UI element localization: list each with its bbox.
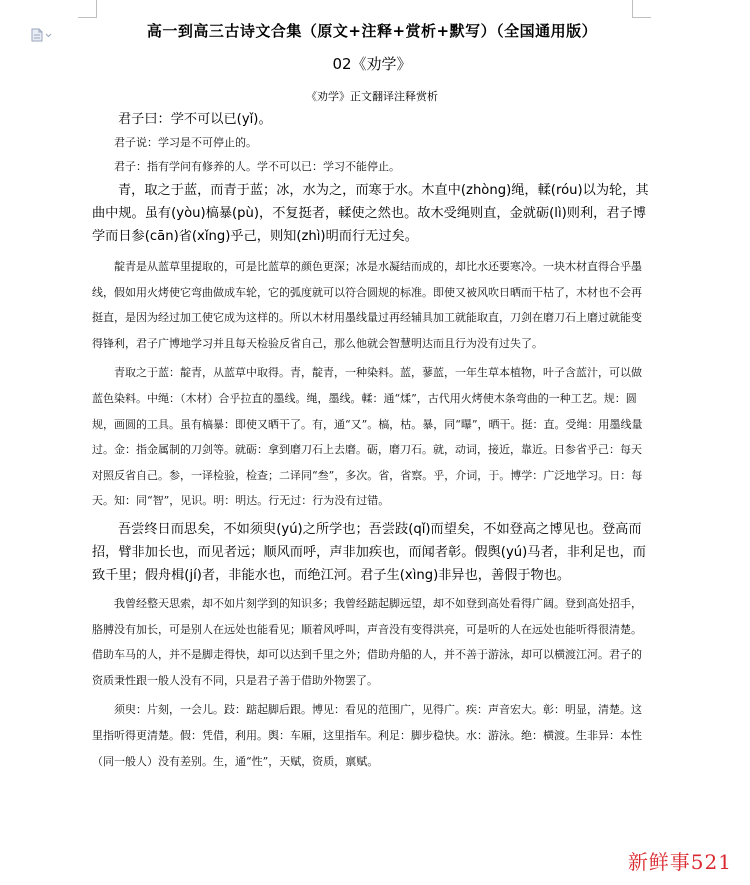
annotation-paragraph: 青取之于蓝：靛青，从蓝草中取得。青，靛青，一种染料。蓝，蓼蓝，一年生草本植物，叶子含蓝汁，可以做蓝色染料。中绳：（木材）合乎拉直的墨线。绳，墨线。輮：通“煣”，古代用火烤使木条弯曲的一种工艺。规：圆规，画圆的工具。虽有槁暴：即使又晒干了。有，通“又”。槁，枯。暴，同“曝”，晒干。挺：直。受绳：用墨线量过。金：指金属制的刀剑等。就砺：拿到磨刀石上去磨。砺，磨刀石。就，动词，接近，靠近。日参省乎己：每天对照反省自己。参，一译检验，检查；二译同“叁”，多次。省，省察。乎，介词，于。博学：广泛地学习。日：每天。知：同“智”，见识。明：明达。行无过：行为没有过错。 [92,366,643,508]
annotation-paragraph: 君子：指有学问有修养的人。学不可以已：学习不能停止。 [114,160,400,173]
section-heading: 《劝学》正文翻译注释赏析 [306,90,438,103]
watermark-text: 新鲜事521 [624,846,736,875]
translation-paragraph: 靛青是从蓝草里提取的，可是比蓝草的颜色更深；冰是水凝结而成的，却比水还要寒冷。一块木材直得合乎墨线，假如用火烤使它弯曲做成车轮，它的弧度就可以符合圆规的标准。即使又被风吹日晒而干枯了，木材也不会再挺直，是因为经过加工使它成为这样的。所以木材用墨线量过再经辅具加工就能取直，刀剑在磨刀石上磨过就能变得锋利，君子广博地学习并且每天检验反省自己，那么他就会智慧明达而且行为没有过失了。 [92,260,642,350]
document-icon[interactable] [30,28,54,42]
translation-paragraph: 我曾经整天思索，却不如片刻学到的知识多；我曾经踮起脚远望，却不如登到高处看得广阔。登到高处招手，胳膊没有加长，可是别人在远处也能看见；顺着风呼叫，声音没有变得洪亮，可是听的人在远处也能听得很清楚。借助车马的人，并不是脚走得快，却可以达到千里之外；借助舟船的人，并不善于游泳，却可以横渡江河。君子的资质秉性跟一般人没有不同，只是君子善于借助外物罢了。 [92,596,642,687]
original-text-paragraph: 青，取之于蓝，而青于蓝；冰，水为之，而寒于水。木直中(zhòng)绳，輮(róu)以为轮，其曲中规。虽有(yòu)槁暴(pù)，不复挺者，輮使之然也。故木受绳则直，金就砺(lì)则利，君子博学而日参(cān)省(xǐng)乎己，则知(zhì)明而行无过矣。 [92,183,649,244]
original-text-paragraph: 吾尝终日而思矣，不如须臾(yú)之所学也；吾尝跂(qǐ)而望矣，不如登高之博见也。登高而招，臂非加长也，而见者远；顺风而呼，声非加疾也，而闻者彰。假舆(yú)马者，非利足也，而致千里；假舟楫(jí)者，非能水也，而绝江河。君子生(xìng)非异也，善假于物也。 [92,521,646,583]
document-subtitle: 02《劝学》 [332,55,412,73]
translation-paragraph: 君子说：学习是不可停止的。 [114,136,257,149]
original-text-paragraph: 君子曰：学不可以已(yǐ)。 [118,112,272,127]
document-title: 高一到高三古诗文合集（原文+注释+赏析+默写）（全国通用版） [146,22,598,40]
document-body [92,12,652,774]
annotation-paragraph: 须臾：片刻，一会儿。跂：踮起脚后跟。博见：看见的范围广，见得广。疾：声音宏大。彰：明显，清楚。这里指听得更清楚。假：凭借，利用。舆：车厢，这里指车。利足：脚步稳快。水：游泳。绝：横渡。生非异：本性（同一般人）没有差别。生，通“性”，天赋，资质，禀赋。 [92,703,642,768]
